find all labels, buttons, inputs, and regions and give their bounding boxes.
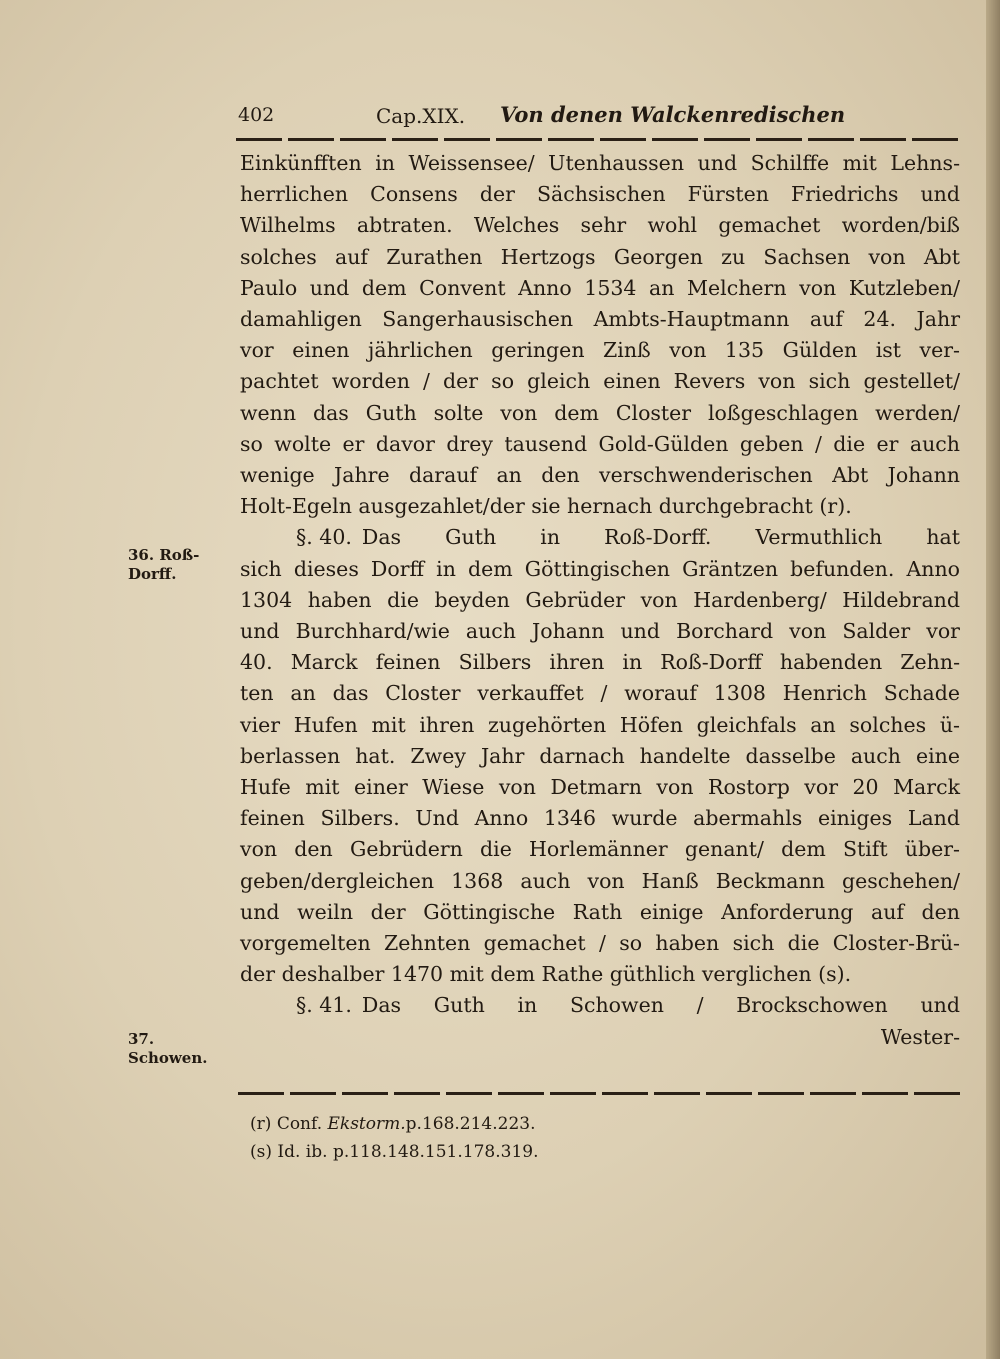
page-number: 402 bbox=[238, 104, 275, 126]
text-line: Einkünfften in Weissensee/ Utenhaussen und Schilffe mit Lehns- bbox=[240, 151, 960, 175]
text-line: geben/dergleichen 1368 auch von Hanß Beckmann geschehen/ bbox=[240, 868, 960, 893]
margin-note-rossdorf: 36. Roß-Dorff. bbox=[128, 546, 200, 583]
section-number: §. 41. bbox=[296, 993, 352, 1018]
footnotes bbox=[250, 1110, 850, 1166]
text-line: ten an das Closter verkauffet / worauf 1308 Henrich Schade bbox=[240, 681, 960, 706]
section-number: §. 40. bbox=[296, 525, 352, 550]
section-40-heading-line bbox=[240, 522, 960, 553]
margin-note-schowen: 37. Schowen. bbox=[128, 1030, 208, 1067]
text-line: 40. Marck feinen Silbers ihren in Roß-Dorff habenden Zehn- bbox=[240, 650, 960, 675]
text-line: der deshalber 1470 mit dem Rathe güthlich verglichen (s). bbox=[240, 962, 852, 987]
footnote-mark: (r) bbox=[250, 1114, 272, 1134]
text-line: Das Guth in Roß-Dorff. Vermuthlich hat bbox=[361, 525, 960, 550]
text-line: Holt-Egeln ausgezahlet/der sie hernach durchgebracht (r). bbox=[240, 494, 852, 519]
header-rule bbox=[236, 138, 960, 141]
catchword: Wester- bbox=[880, 1024, 960, 1049]
text-line: feinen Silbers. Und Anno 1346 wurde abermahls einiges Land bbox=[240, 806, 960, 831]
text-line: Paulo und dem Convent Anno 1534 an Melchern von Kutzleben/ bbox=[240, 275, 960, 300]
text-line: pachtet worden / der so gleich einen Revers von sich gestellet/ bbox=[240, 369, 960, 394]
text-line: und weiln der Göttingische Rath einige Anforderung auf den bbox=[240, 899, 960, 924]
footnote-mark: (s) bbox=[250, 1142, 272, 1162]
text-line: berlassen hat. Zwey Jahr darnach handelte dasselbe auch eine bbox=[240, 743, 960, 768]
body-text bbox=[240, 148, 960, 1053]
footnote-prefix: Conf. bbox=[276, 1114, 323, 1134]
text-line: solches auf Zurathen Hertzogs Georgen zu Sachsen von Abt bbox=[240, 244, 960, 269]
text-line: 1304 haben die beyden Gebrüder von Hardenberg/ Hildebrand bbox=[240, 587, 960, 612]
text-line: vorgemelten Zehnten gemachet / so haben sich die Closter-Brü- bbox=[240, 931, 960, 956]
section-41-heading-line bbox=[240, 990, 960, 1021]
text-line: Wilhelms abtraten. Welches sehr wohl gemachet worden/biß bbox=[240, 213, 960, 238]
text-line: Hufe mit einer Wiese von Detmarn von Rostorp vor 20 Marck bbox=[240, 775, 960, 800]
running-title: Von denen Walckenredischen bbox=[500, 102, 846, 127]
page-edge bbox=[986, 0, 1000, 1359]
text-line: Das Guth in Schowen / Brockschowen und bbox=[361, 993, 960, 1018]
footnote-text: Id. ib. p.118.148.151.178.319. bbox=[277, 1142, 539, 1162]
footnote-r bbox=[250, 1110, 850, 1138]
text-line: damahligen Sangerhausischen Ambts-Hauptmann auf 24. Jahr bbox=[240, 307, 960, 332]
text-line: wenn das Guth solte von dem Closter loßgeschlagen werden/ bbox=[240, 400, 960, 425]
page-header bbox=[238, 100, 958, 134]
footnote-pages: p.168.214.223. bbox=[405, 1114, 536, 1134]
footnote-rule bbox=[238, 1092, 962, 1095]
text-line: wenige Jahre darauf an den verschwenderischen Abt Johann bbox=[240, 463, 960, 488]
text-line: so wolte er davor drey tausend Gold-Gülden geben / die er auch bbox=[240, 431, 960, 456]
text-line: und Burchhard/wie auch Johann und Borchard von Salder vor bbox=[240, 619, 960, 644]
footnote-author: Ekstorm. bbox=[327, 1114, 406, 1134]
text-line: von den Gebrüdern die Horlemänner genant/ dem Stift über- bbox=[240, 837, 960, 862]
chapter-label: Cap.XIX. bbox=[376, 104, 466, 128]
footnote-s bbox=[250, 1138, 850, 1166]
text-line: vor einen jährlichen geringen Zinß von 135 Gülden ist ver- bbox=[240, 338, 960, 363]
text-line: sich dieses Dorff in dem Göttingischen Gräntzen befunden. Anno bbox=[240, 556, 960, 581]
text-line: vier Hufen mit ihren zugehörten Höfen gleichfals an solches ü- bbox=[240, 712, 960, 737]
text-line: herrlichen Consens der Sächsischen Fürsten Friedrichs und bbox=[240, 182, 960, 207]
